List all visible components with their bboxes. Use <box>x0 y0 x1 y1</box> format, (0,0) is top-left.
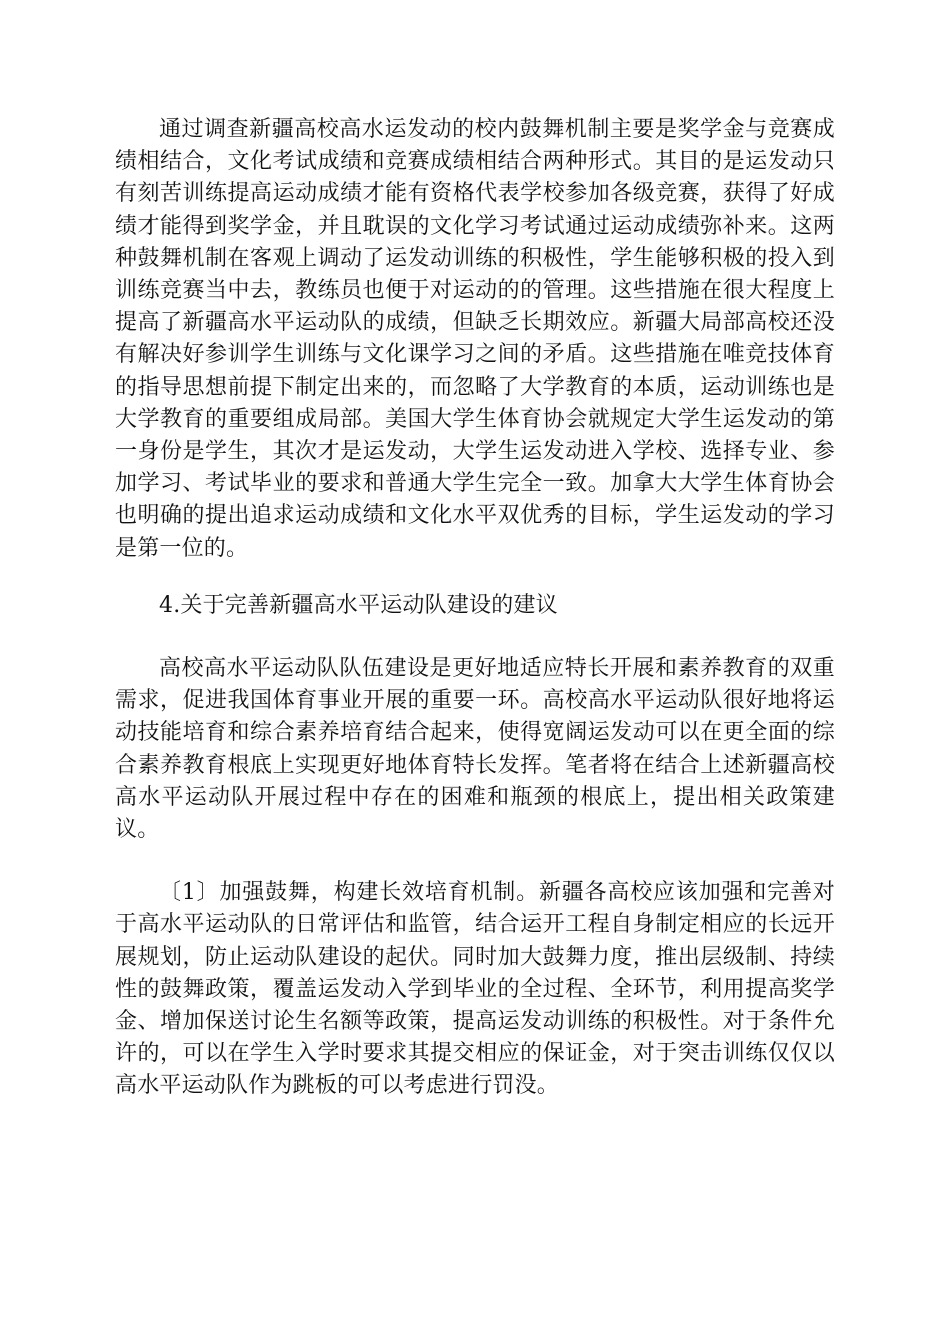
body-paragraph-2: 高校高水平运动队队伍建设是更好地适应特长开展和素养教育的双重需求，促进我国体育事业开展的重要一环。高校高水平运动队很好地将运动技能培育和综合素养培育结合起来，使得宽阔运发动可以在更全面的综合素养教育根底上实现更好地体育特长发挥。笔者将在结合上述新疆高校高水平运动队开展过程中存在的困难和瓶颈的根底上，提出相关政策建议。 <box>115 656 835 843</box>
section-heading: 4.关于完善新疆高水平运动队建设的建议 <box>159 592 558 618</box>
document-page <box>115 114 835 1103</box>
body-paragraph-3: 〔1〕加强鼓舞，构建长效培育机制。新疆各高校应该加强和完善对于高水平运动队的日常评估和监管，结合运开工程自身制定相应的长远开展规划，防止运动队建设的起伏。同时加大鼓舞力度，推出层级制、持续性的鼓舞政策，覆盖运发动入学到毕业的全过程、全环节，利用提高奖学金、增加保送讨论生名额等政策，提高运发动训练的积极性。对于条件允许的，可以在学生入学时要求其提交相应的保证金，对于突击训练仅仅以高水平运动队作为跳板的可以考虑进行罚没。 <box>115 880 835 1099</box>
body-paragraph-1: 通过调查新疆高校高水运发动的校内鼓舞机制主要是奖学金与竞赛成绩相结合，文化考试成绩和竞赛成绩相结合两种形式。其目的是运发动只有刻苦训练提高运动成绩才能有资格代表学校参加各级竞赛，获得了好成绩才能得到奖学金，并且耽误的文化学习考试通过运动成绩弥补来。这两种鼓舞机制在客观上调动了运发动训练的积极性，学生能够积极的投入到训练竞赛当中去，教练员也便于对运动的的管理。这些措施在很大程度上提高了新疆高水平运动队的成绩，但缺乏长期效应。新疆大局部高校还没有解决好参训学生训练与文化课学习之间的矛盾。这些措施在唯竞技体育的指导思想前提下制定出来的，而忽略了大学教育的本质，运动训练也是大学教育的重要组成局部。美国大学生体育协会就规定大学生运发动的第一身份是学生，其次才是运发动，大学生运发动进入学校、选择专业、参加学习、考试毕业的要求和普通大学生完全一致。加拿大大学生体育协会也明确的提出追求运动成绩和文化水平双优秀的目标，学生运发动的学习是第一位的。 <box>115 117 835 561</box>
